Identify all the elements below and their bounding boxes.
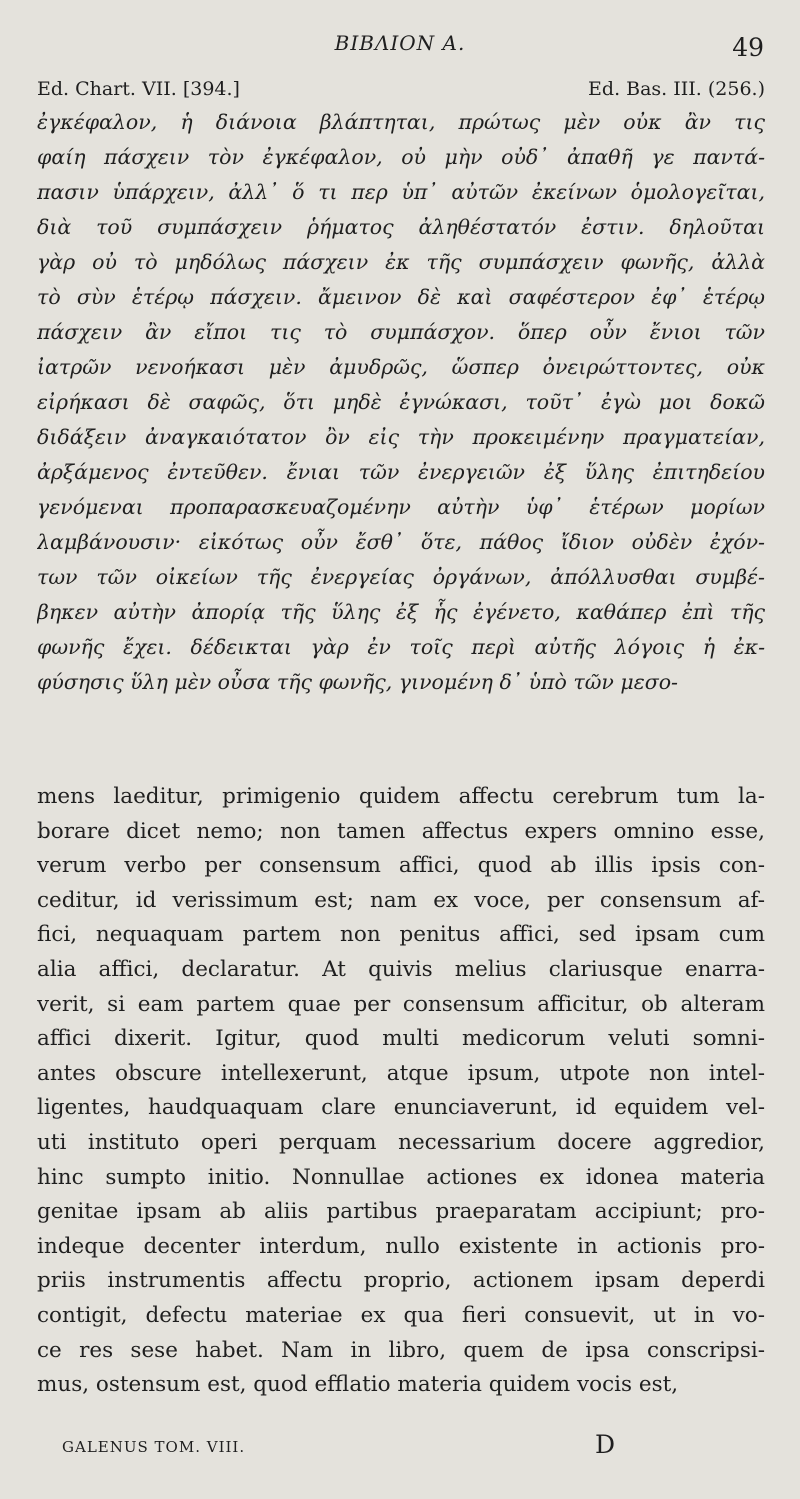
page-number: 49	[732, 33, 764, 62]
greek-text-line: πάσχειν ἂν εἴποι τις τὸ συμπάσχον. ὅπερ οὖν ἔνιοι τῶν	[37, 320, 765, 344]
latin-text-line: contigit, defectu materiae ex qua fieri consuevit, ut in vo-	[37, 1302, 765, 1328]
greek-text-line: πασιν ὑπάρχειν, ἀλλ᾽ ὅ τι περ ὑπ᾽ αὐτῶν ἐκείνων ὁμολογεῖται,	[37, 180, 765, 204]
latin-text-line: ceditur, id verissimum est; nam ex voce, per consensum af-	[37, 887, 765, 913]
edition-reference-right: Ed. Bas. III. (256.)	[588, 78, 765, 100]
greek-text-line: διδάξειν ἀναγκαιότατον ὂν εἰς τὴν προκειμένην πραγματείαν,	[37, 425, 765, 449]
latin-text-line: alia affici, declaratur. At quivis melius clariusque enarra-	[37, 956, 765, 982]
latin-text-line: ligentes, haudquaquam clare enunciaverunt, id equidem vel-	[37, 1095, 765, 1121]
greek-text-line: γενόμεναι προπαρασκευαζομένην αὐτὴν ὑφ᾽ ἑτέρων μορίων	[37, 495, 765, 519]
latin-text-line: affici dixerit. Igitur, quod multi medicorum veluti somni-	[37, 1026, 765, 1052]
footer-signature: GALENUS TOM. VIII.	[62, 1438, 246, 1456]
latin-text-line: mens laeditur, primigenio quidem affectu cerebrum tum la-	[37, 784, 765, 809]
greek-text-line: ἀρξάμενος ἐντεῦθεν. ἔνιαι τῶν ἐνεργειῶν ἐξ ὕλης ἐπιτηδείου	[37, 460, 765, 484]
latin-text-line: mus, ostensum est, quod efflatio materia quidem vocis est,	[37, 1372, 679, 1398]
greek-text-line: ἐγκέφαλον, ἡ διάνοια βλάπτηται, πρώτως μὲν οὐκ ἂν τις	[37, 110, 765, 134]
greek-text-line: εἰρήκασι δὲ σαφῶς, ὅτι μηδὲ ἐγνώκασι, τοῦτ᾽ ἐγὼ μοι δοκῶ	[37, 390, 765, 414]
greek-text-line: τὸ σὺν ἑτέρῳ πάσχειν. ἄμεινον δὲ καὶ σαφέστερον ἐφ᾽ ἑτέρῳ	[37, 285, 765, 309]
greek-text-line: λαμβάνουσιν· εἰκότως οὖν ἔσθ᾽ ὅτε, πάθος ἴδιον οὐδὲν ἐχόν-	[37, 530, 765, 554]
latin-text-line: ce res sese habet. Nam in libro, quem de ipsa conscripsi-	[37, 1337, 765, 1363]
latin-text-line: indeque decenter interdum, nullo existente in actionis pro-	[37, 1233, 765, 1259]
greek-text-line: φύσησις ὕλη μὲν οὖσα τῆς φωνῆς, γινομένη δ᾽ ὑπὸ τῶν μεσο-	[37, 670, 678, 694]
latin-text-block	[37, 780, 765, 1403]
greek-text-line: ἰατρῶν νενοήκασι μὲν ἀμυδρῶς, ὥσπερ ὀνειρώττοντες, οὐκ	[37, 355, 765, 379]
footer-signature-letter: D	[595, 1430, 616, 1459]
greek-text-line: βηκεν αὐτὴν ἀπορίᾳ τῆς ὕλης ἐξ ἧς ἐγένετο, καθάπερ ἐπὶ τῆς	[37, 600, 765, 624]
greek-text-line: γὰρ οὐ τὸ μηδόλως πάσχειν ἐκ τῆς συμπάσχειν φωνῆς, ἀλλὰ	[37, 250, 765, 274]
edition-reference-left: Ed. Chart. VII. [394.]	[37, 78, 240, 100]
latin-text-line: verum verbo per consensum affici, quod ab illis ipsis con-	[37, 853, 765, 879]
latin-text-line: verit, si eam partem quae per consensum afficitur, ob alteram	[37, 991, 765, 1017]
latin-text-line: antes obscure intellexerunt, atque ipsum, utpote non intel-	[37, 1060, 765, 1086]
latin-text-line: uti instituto operi perquam necessarium docere aggredior,	[37, 1129, 765, 1155]
greek-text-line: διὰ τοῦ συμπάσχειν ῥήματος ἀληθέστατόν ἐστιν. δηλοῦται	[37, 215, 765, 239]
greek-text-line: φωνῆς ἔχει. δέδεικται γὰρ ἐν τοῖς περὶ αὐτῆς λόγοις ἡ ἐκ-	[37, 635, 765, 659]
greek-text-block	[37, 105, 765, 700]
greek-text-line: των τῶν οἰκείων τῆς ἐνεργείας ὀργάνων, ἀπόλλυσθαι συμβέ-	[37, 565, 765, 589]
latin-text-line: priis instrumentis affectu proprio, actionem ipsam deperdi	[37, 1268, 765, 1294]
running-title: ΒΙΒΛΙΟΝ Α.	[334, 31, 466, 55]
greek-text-line: φαίη πάσχειν τὸν ἐγκέφαλον, οὐ μὴν οὐδ᾽ ἀπαθῆ γε παντά-	[37, 145, 765, 169]
latin-text-line: genitae ipsam ab aliis partibus praeparatam accipiunt; pro-	[37, 1199, 765, 1225]
latin-text-line: hinc sumpto initio. Nonnullae actiones ex idonea materia	[37, 1164, 765, 1190]
latin-text-line: fici, nequaquam partem non penitus affici, sed ipsam cum	[37, 922, 765, 948]
latin-text-line: borare dicet nemo; non tamen affectus expers omnino esse,	[37, 818, 765, 844]
